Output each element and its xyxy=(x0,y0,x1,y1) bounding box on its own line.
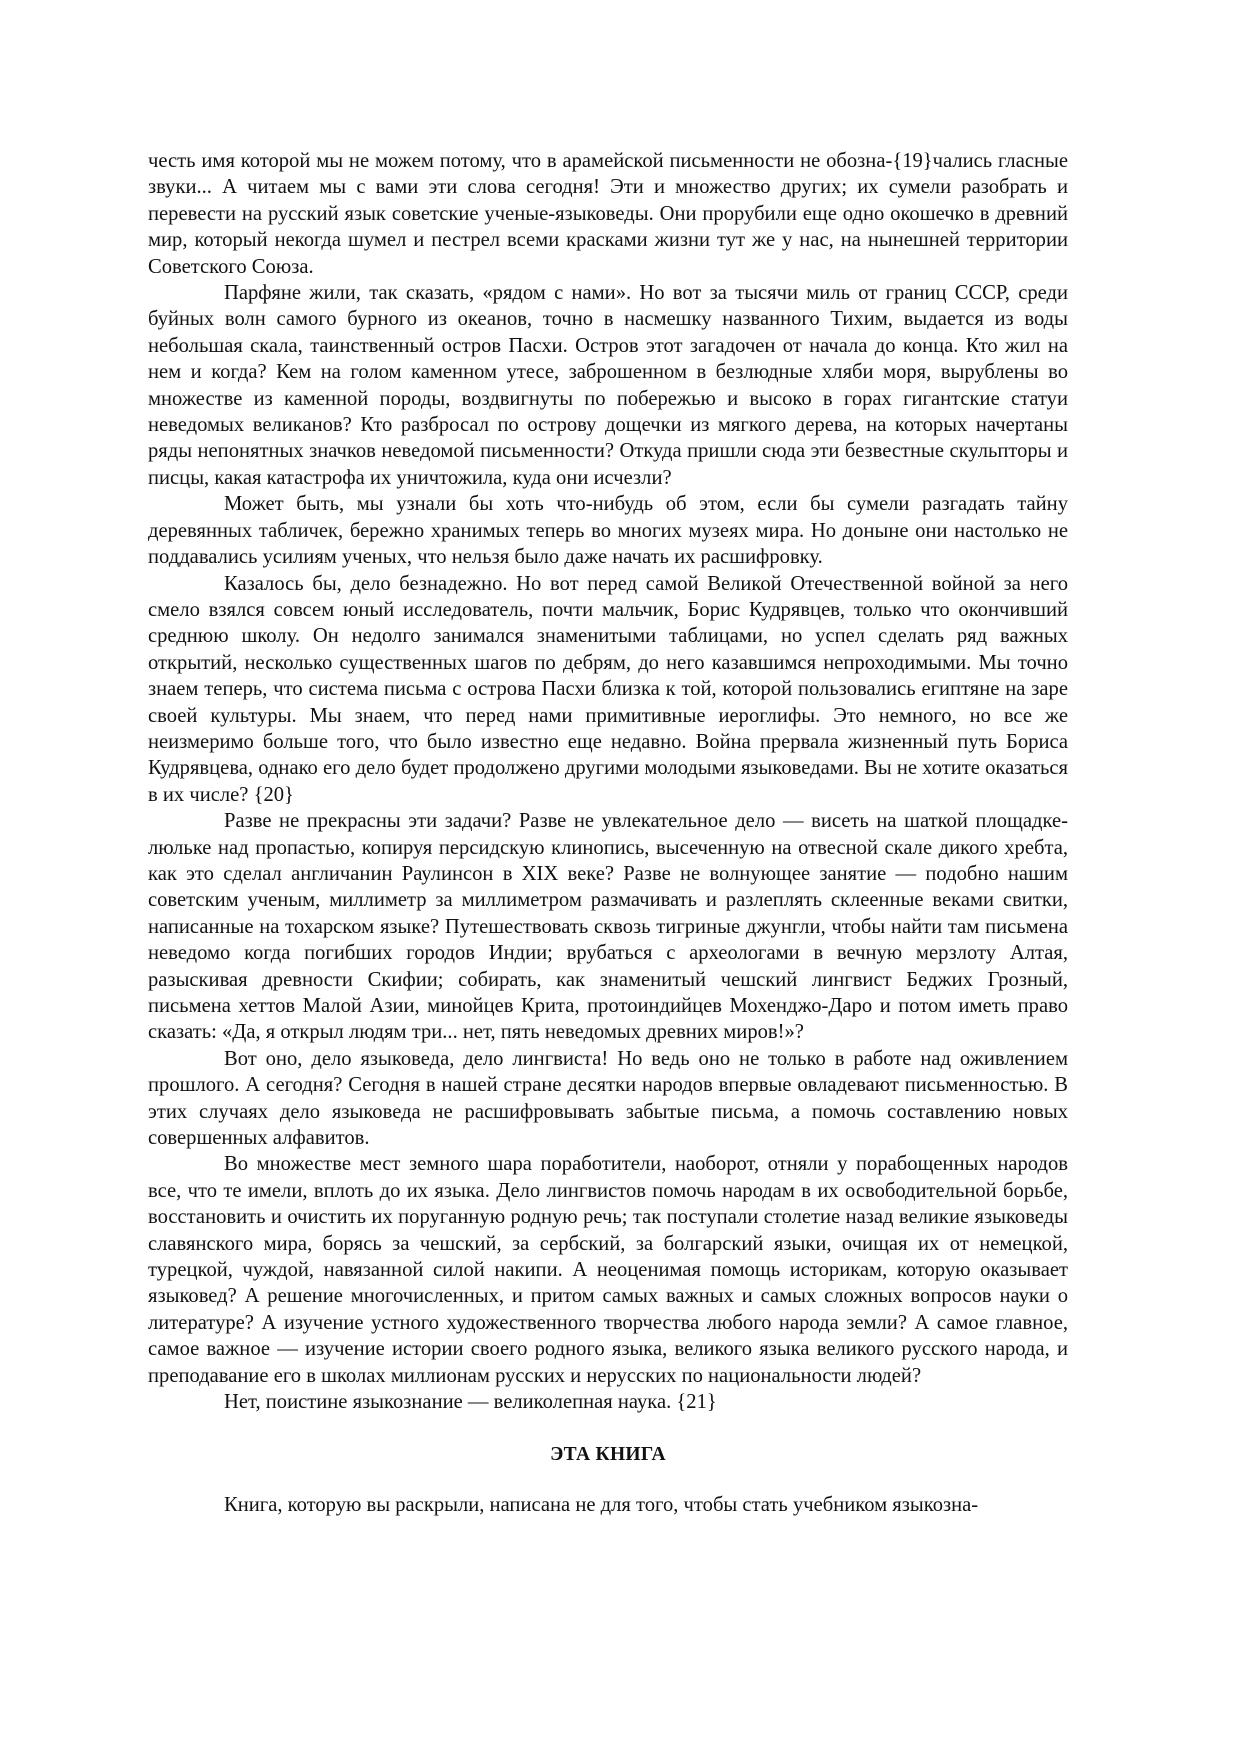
paragraph-linguist-work: Вот оно, дело языковеда, дело лингвиста! Но ведь оно не только в работе над оживлением прошлого. А сегодня? Сегодня в нашей стране десятки народов впервые овладевают письменностью. В этих случаях дело языковеда не расшифровывать забытые письма, а помочь составлению новых совершенных алфавитов. xyxy=(148,1047,1068,1150)
paragraph-tablets: Может быть, мы узнали бы хоть что-нибудь об этом, если бы сумели разгадать тайну деревянных табличек, бережно хранимых теперь во многих музеях мира. Но доныне они настолько не поддавались усилиям ученых, что нельзя было даже начать их расшифровку. xyxy=(148,493,1068,569)
paragraph-continued: честь имя которой мы не можем потому, что в арамейской письменности не обозна-{19}чались гласные звуки... А читаем мы с вами эти слова сегодня! Эти и множество других; их сумели разобрать и перевести на русский язык советские ученые-языковеды. Они прорубили еще одно окошечко в древний мир, который некогда шумел и пестрел всеми красками жизни тут же у нас, на нынешней территории Советского Союза. xyxy=(148,150,1068,278)
paragraph-conclusion: Нет, поистине языкознание — великолепная наука. {21} xyxy=(224,1391,717,1414)
page-body xyxy=(148,148,1068,1518)
paragraph-kudryavtsev: Казалось бы, дело безнадежно. Но вот перед самой Великой Отечественной войной за него смело взялся совсем юный исследователь, почти мальчик, Борис Кудрявцев, только что окончивший среднюю школу. Он недолго занимался знаменитыми таблицами, но успел сделать ряд важных открытий, несколько существенных шагов по дебрям, до него казавшимся непроходимыми. Мы точно знаем теперь, что система письма с острова Пасхи близка к той, которой пользовались египтяне на заре своей культуры. Мы знаем, что перед нами примитивные иероглифы. Это немного, но все же неизмеримо больше того, что было известно еще недавно. Война прервала жизненный путь Бориса Кудрявцева, однако его дело будет продолжено другими молодыми языковедами. Вы не хотите оказаться в их числе? {20} xyxy=(148,572,1068,806)
paragraph-section-intro: Книга, которую вы раскрыли, написана не для того, чтобы стать учебником языкозна- xyxy=(224,1493,979,1516)
paragraph-tasks: Разве не прекрасны эти задачи? Разве не увлекательное дело — висеть на шаткой площадке-люльке над пропастью, копируя персидскую клинопись, высеченную на отвесной скале дикого хребта, как это сделал англичанин Раулинсон в XIX веке? Разве не волнующее занятие — подобно нашим советским ученым, миллиметр за миллиметром размачивать и разлеплять склеенные веками свитки, написанные на тохарском языке? Путешествовать сквозь тигриные джунгли, чтобы найти там письмена неведомо когда погибших городов Индии; врубаться с археологами в вечную мерзлоту Алтая, разыскивая древности Скифии; собирать, как знаменитый чешский лингвист Беджих Грозный, письмена хеттов Малой Азии, минойцев Крита, протоиндийцев Мохенджо-Даро и потом иметь право сказать: «Да, я открыл людям три... нет, пять неведомых древних миров!»? xyxy=(148,810,1068,1044)
section-heading: ЭТА КНИГА xyxy=(550,1443,666,1465)
paragraph-easter-island: Парфяне жили, так сказать, «рядом с нами». Но вот за тысячи миль от границ СССР, среди буйных волн самого бурного из океанов, точно в насмешку названного Тихим, выдается из воды небольшая скала, таинственный остров Пасхи. Остров этот загадочен от начала до конца. Кто жил на нем и когда? Кем на голом каменном утесе, заброшенном в безлюдные хляби моря, вырублены во множестве из каменной породы, воздвигнуты по побережью и высоко в горах гигантские статуи неведомых великанов? Кто разбросал по острову дощечки из мягкого дерева, на которых начертаны ряды непонятных значков неведомой письменности? Откуда пришли сюда эти безвестные скульпторы и писцы, какая катастрофа их уничтожила, куда они исчезли? xyxy=(148,282,1068,489)
paragraph-liberation: Во множестве мест земного шара поработители, наоборот, отняли у порабощенных народов все, что те имели, вплоть до их языка. Дело лингвистов помочь народам в их освободительной борьбе, восстановить и очистить их поруганную родную речь; так поступали столетие назад великие языковеды славянского мира, борясь за чешский, за сербский, за болгарский языки, очищая их от немецкой, турецкой, чуждой, навязанной силой накипи. А неоценимая помощь историкам, которую оказывает языковед? А решение многочисленных, и притом самых важных и самых сложных вопросов науки о литературе? А изучение устного художественного творчества любого народа земли? А самое главное, самое важное — изучение истории своего родного языка, великого языка великого русского народа, и преподавание его в школах миллионам русских и нерусских по национальности людей? xyxy=(148,1153,1068,1387)
